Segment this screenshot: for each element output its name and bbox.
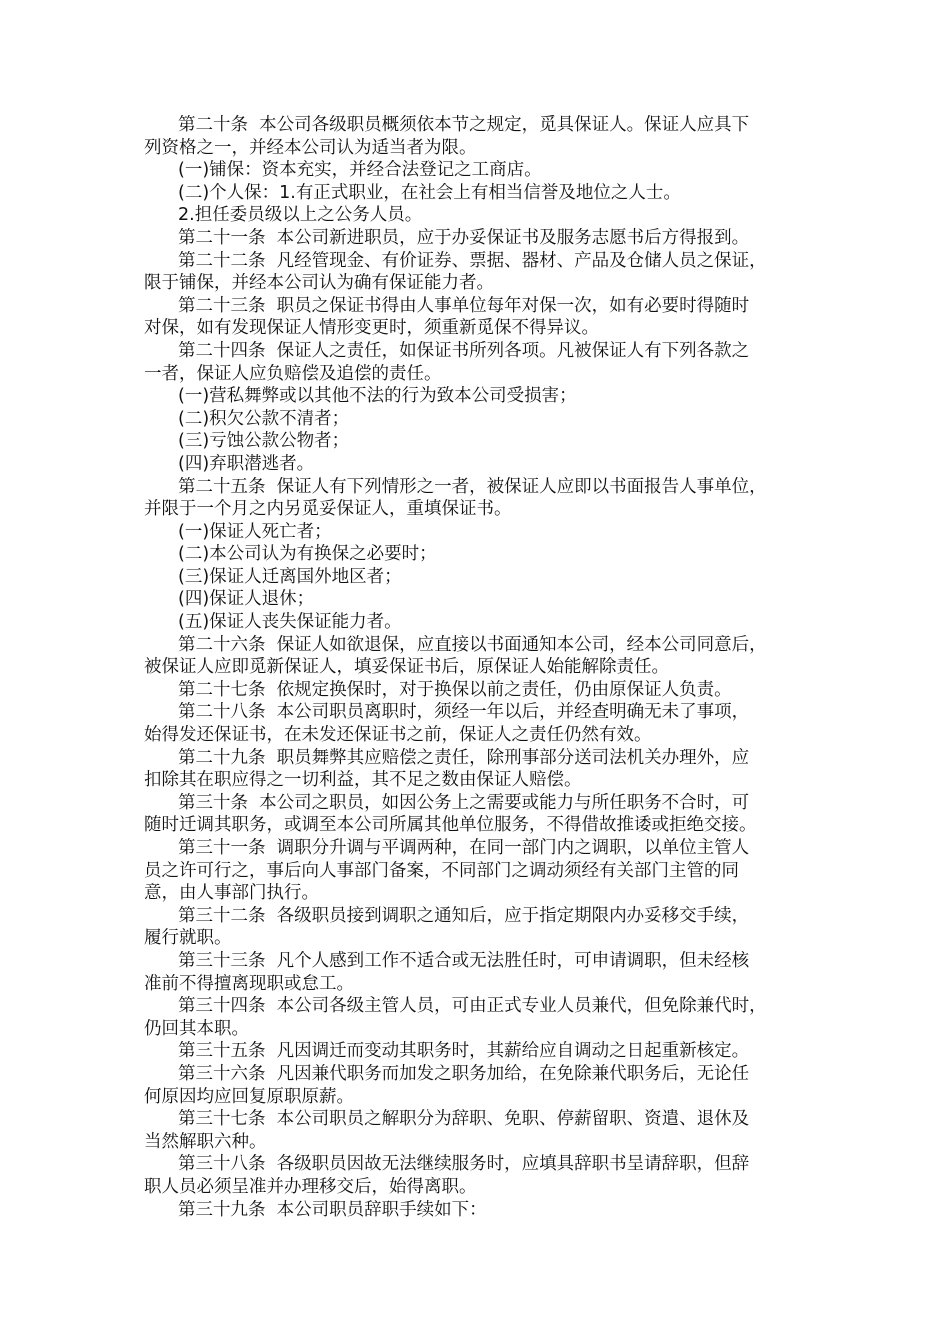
text-line: 准前不得擅离现职或怠工。 bbox=[144, 973, 354, 994]
text-line: 第三十八条 各级职员因故无法继续服务时，应填具辞职书呈请辞职，但辞 bbox=[178, 1154, 750, 1175]
text-line: 第三十条 本公司之职员，如因公务上之需要或能力与所任职务不合时，可 bbox=[178, 792, 750, 813]
text-line: 列资格之一，并经本公司认为适当者为限。 bbox=[144, 137, 477, 158]
text-line: 随时迁调其职务，或调至本公司所属其他单位服务，不得借故推诿或拒绝交接。 bbox=[144, 815, 757, 836]
text-line: 第二十二条 凡经管现金、有价证券、票据、器材、产品及仓储人员之保证， bbox=[178, 250, 767, 271]
text-line: 第二十九条 职员舞弊其应赔偿之责任，除刑事部分送司法机关办理外，应 bbox=[178, 747, 750, 768]
text-line: 第二十八条 本公司职员离职时，须经一年以后，并经查明确无未了事项， bbox=[178, 702, 750, 723]
text-line: 并限于一个月之内另觅妥保证人，重填保证书。 bbox=[144, 499, 512, 520]
text-line: 何原因均应回复原职原薪。 bbox=[144, 1086, 354, 1107]
text-line: 员之许可行之，事后向人事部门备案，不同部门之调动须经有关部门主管的同 bbox=[144, 860, 739, 881]
text-line: 第三十五条 凡因调迁而变动其职务时，其薪给应自调动之日起重新核定。 bbox=[178, 1041, 750, 1062]
text-line: 2.担任委员级以上之公务人员。 bbox=[178, 205, 423, 226]
text-line: 被保证人应即觅新保证人，填妥保证书后，原保证人始能解除责任。 bbox=[144, 657, 669, 678]
text-line: 一者，保证人应负赔偿及追偿的责任。 bbox=[144, 363, 442, 384]
text-line: 对保，如有发现保证人情形变更时，须重新觅保不得异议。 bbox=[144, 318, 599, 339]
text-line: 第三十三条 凡个人感到工作不适合或无法胜任时，可申请调职，但未经核 bbox=[178, 950, 750, 971]
text-line: (一)营私舞弊或以其他不法的行为致本公司受损害； bbox=[178, 386, 577, 407]
text-line: 第二十条 本公司各级职员概须依本节之规定，觅具保证人。保证人应具下 bbox=[178, 115, 750, 135]
text-line: 第二十四条 保证人之责任，如保证书所列各项。凡被保证人有下列各款之 bbox=[178, 340, 750, 361]
text-line: (五)保证人丧失保证能力者。 bbox=[178, 612, 402, 633]
text-line: 第三十六条 凡因兼代职务而加发之职务加给，在免除兼代职务后，无论任 bbox=[178, 1063, 750, 1084]
text-line: 第三十一条 调职分升调与平调两种，在同一部门内之调职，以单位主管人 bbox=[178, 838, 750, 858]
text-line: 第二十七条 依规定换保时，对于换保以前之责任，仍由原保证人负责。 bbox=[178, 679, 732, 700]
text-line: (四)弃职潜逃者。 bbox=[178, 453, 315, 474]
text-line: (二)积欠公款不清者； bbox=[178, 408, 350, 429]
text-line: 履行就职。 bbox=[144, 928, 232, 949]
text-line: 第二十三条 职员之保证书得由人事单位每年对保一次，如有必要时得随时 bbox=[178, 295, 750, 316]
text-line: 限于铺保，并经本公司认为确有保证能力者。 bbox=[144, 273, 494, 294]
text-line: 始得发还保证书，在未发还保证书之前，保证人之责任仍然有效。 bbox=[144, 725, 652, 746]
text-line: 当然解职六种。 bbox=[144, 1131, 267, 1152]
text-line: (四)保证人退休； bbox=[178, 589, 315, 610]
text-line: 仍回其本职。 bbox=[144, 1018, 249, 1039]
text-line: (三)亏蚀公款公物者； bbox=[178, 431, 350, 452]
text-line: (二)个人保：1.有正式职业，在社会上有相当信誉及地位之人士。 bbox=[178, 182, 681, 203]
document-body bbox=[144, 114, 830, 1221]
text-line: 第三十九条 本公司职员辞职手续如下： bbox=[178, 1199, 487, 1220]
text-line: 第三十二条 各级职员接到调职之通知后，应于指定期限内办妥移交手续， bbox=[178, 905, 750, 926]
text-line: (三)保证人迁离国外地区者； bbox=[178, 566, 402, 587]
text-line: 第二十六条 保证人如欲退保，应直接以书面通知本公司，经本公司同意后， bbox=[178, 634, 767, 655]
text-line: 职人员必须呈准并办理移交后，始得离职。 bbox=[144, 1176, 477, 1197]
text-line: (一)铺保：资本充实，并经合法登记之工商店。 bbox=[178, 160, 542, 181]
text-line: 第二十一条 本公司新进职员，应于办妥保证书及服务志愿书后方得报到。 bbox=[178, 227, 750, 248]
text-line: (二)本公司认为有换保之必要时； bbox=[178, 544, 437, 565]
text-line: 意，由人事部门执行。 bbox=[144, 883, 319, 904]
text-line: 第二十五条 保证人有下列情形之一者，被保证人应即以书面报告人事单位， bbox=[178, 476, 767, 497]
text-line: 第三十七条 本公司职员之解职分为辞职、免职、停薪留职、资遣、退休及 bbox=[178, 1109, 750, 1130]
text-line: (一)保证人死亡者； bbox=[178, 521, 332, 542]
text-line: 第三十四条 本公司各级主管人员，可由正式专业人员兼代，但免除兼代时， bbox=[178, 996, 767, 1017]
text-line: 扣除其在职应得之一切利益，其不足之数由保证人赔偿。 bbox=[144, 770, 582, 791]
